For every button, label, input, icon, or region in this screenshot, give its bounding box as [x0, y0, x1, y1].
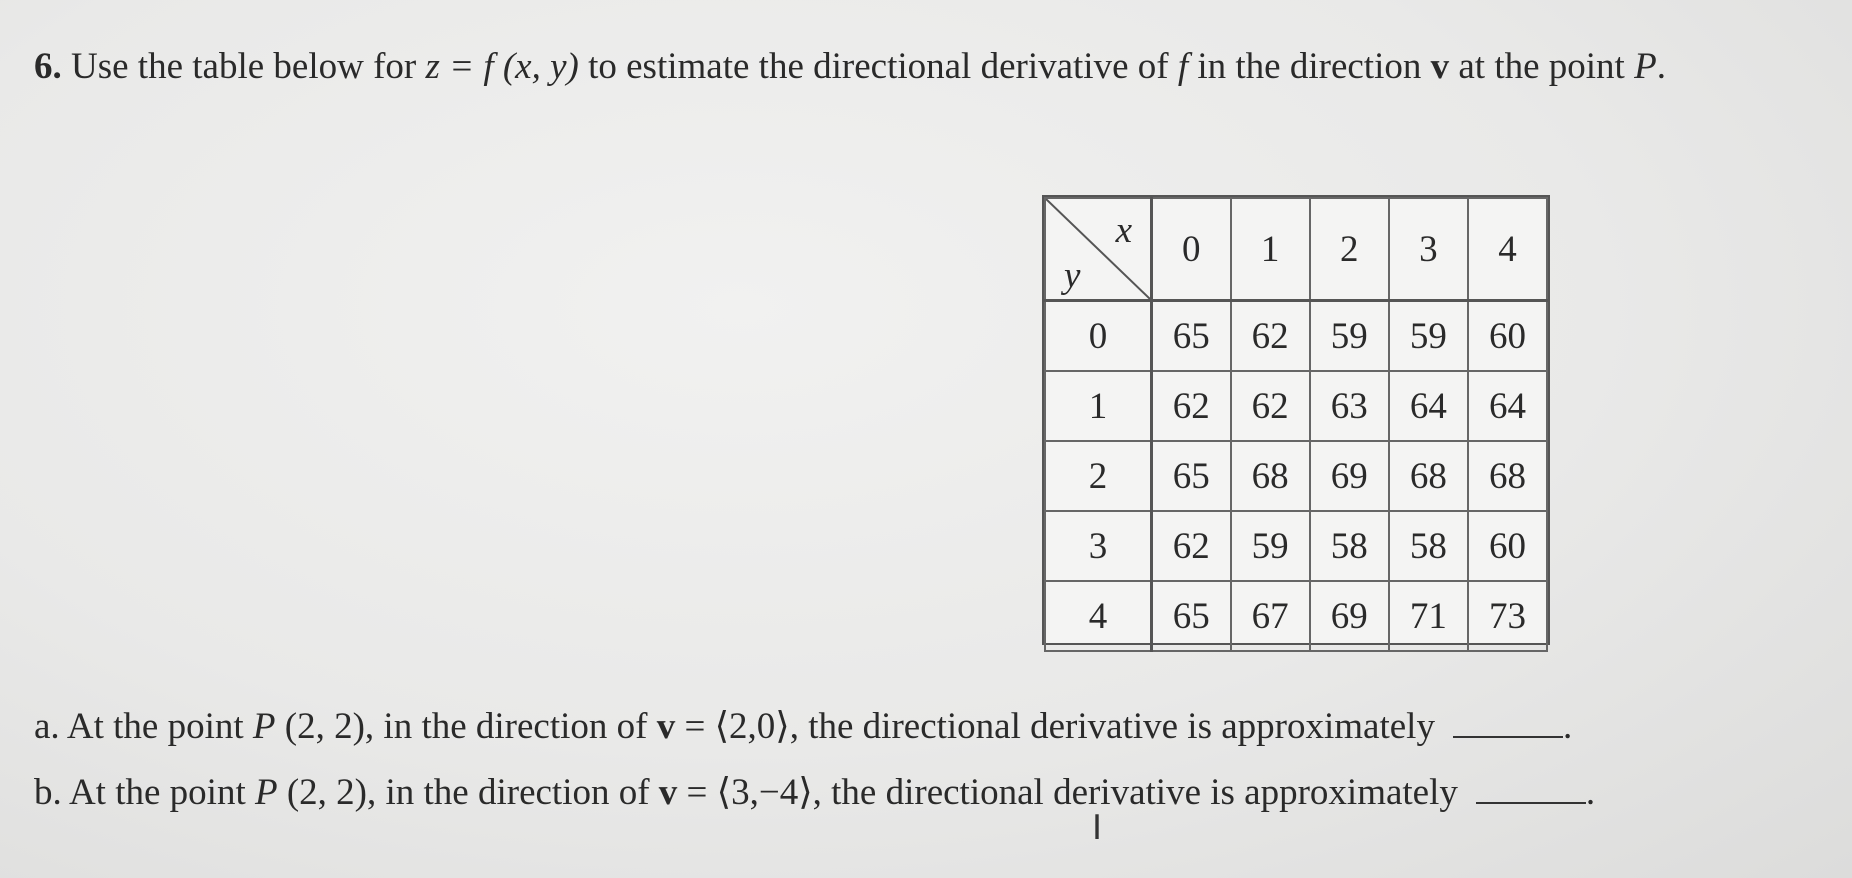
answer-b-blank[interactable]: [1476, 772, 1586, 804]
problem-text-1: Use the table below for: [61, 46, 426, 87]
value-cell: 62: [1231, 301, 1310, 372]
table-row: [1045, 441, 1547, 511]
value-cell: 68: [1468, 441, 1547, 511]
question-b-point-coords: (2, 2), in the direction of: [277, 772, 659, 813]
values-grid: [1044, 197, 1548, 652]
value-cell: 65: [1152, 301, 1231, 372]
value-cell: 69: [1310, 441, 1389, 511]
x-header-cell: 0: [1152, 198, 1231, 301]
y-axis-label: y: [1064, 255, 1081, 296]
value-cell: 62: [1152, 371, 1231, 441]
y-row-label: 4: [1045, 581, 1152, 651]
question-a-prefix: a. At the point: [34, 706, 253, 747]
problem-text-2: to estimate the directional derivative of: [578, 46, 1178, 87]
value-cell: 59: [1389, 301, 1468, 372]
value-cell: 63: [1310, 371, 1389, 441]
value-cell: 59: [1231, 511, 1310, 581]
value-cell: 68: [1389, 441, 1468, 511]
question-a-end: .: [1562, 706, 1573, 747]
value-cell: 68: [1231, 441, 1310, 511]
x-header-row: [1045, 198, 1547, 301]
question-b-point-letter: P: [254, 772, 278, 813]
problem-text-3: in the direction: [1188, 46, 1431, 87]
question-b-vector-symbol: v: [658, 772, 678, 813]
value-cell: 71: [1389, 581, 1468, 651]
y-row-label: 3: [1045, 511, 1152, 581]
question-a-suffix: , the directional derivative is approximately: [789, 706, 1435, 747]
table-row: [1045, 581, 1547, 651]
value-cell: 59: [1310, 301, 1389, 372]
value-cell: 58: [1389, 511, 1468, 581]
question-b-prefix: b. At the point: [34, 772, 255, 813]
text-cursor-icon: I: [1092, 808, 1103, 848]
value-cell: 60: [1468, 511, 1547, 581]
value-cell: 60: [1468, 301, 1547, 372]
value-cell: 64: [1389, 371, 1468, 441]
problem-text-5: .: [1656, 46, 1666, 87]
value-cell: 67: [1231, 581, 1310, 651]
value-cell: 73: [1468, 581, 1547, 651]
y-row-label: 2: [1045, 441, 1152, 511]
value-cell: 62: [1152, 511, 1231, 581]
value-cell: 62: [1231, 371, 1310, 441]
corner-cell: [1045, 198, 1152, 301]
problem-number: 6.: [34, 46, 62, 87]
value-cell: 64: [1468, 371, 1547, 441]
function-values-table: [1042, 195, 1550, 645]
answer-a-blank[interactable]: [1453, 706, 1563, 738]
x-header-cell: 4: [1468, 198, 1547, 301]
y-row-label: 1: [1045, 371, 1152, 441]
table-row: [1045, 511, 1547, 581]
value-cell: 65: [1152, 581, 1231, 651]
function-expression: z = f (x, y): [425, 46, 579, 87]
diagonal-divider: [1046, 199, 1150, 299]
table-row: [1045, 371, 1547, 441]
question-b-vector: = ⟨3,−4⟩: [677, 772, 813, 813]
problem-statement: [34, 40, 1824, 94]
question-a-point-coords: (2, 2), in the direction of: [275, 706, 657, 747]
question-b: [34, 766, 1595, 820]
value-cell: 65: [1152, 441, 1231, 511]
problem-text-4: at the point: [1449, 46, 1635, 87]
question-a-vector-symbol: v: [656, 706, 676, 747]
question-a-vector: = ⟨2,0⟩: [675, 706, 790, 747]
y-row-label: 0: [1045, 301, 1152, 372]
question-a: [34, 700, 1572, 754]
value-cell: 58: [1310, 511, 1389, 581]
direction-vector-symbol: v: [1430, 46, 1450, 87]
question-a-point-letter: P: [252, 706, 276, 747]
value-cell: 69: [1310, 581, 1389, 651]
table-row: [1045, 301, 1547, 372]
x-header-cell: 2: [1310, 198, 1389, 301]
function-symbol: f: [1177, 46, 1189, 87]
point-symbol: P: [1634, 46, 1657, 87]
x-header-cell: 1: [1231, 198, 1310, 301]
question-b-suffix: , the directional derivative is approximately: [812, 772, 1458, 813]
question-b-end: .: [1585, 772, 1596, 813]
x-header-cell: 3: [1389, 198, 1468, 301]
x-axis-label: x: [1115, 210, 1132, 251]
